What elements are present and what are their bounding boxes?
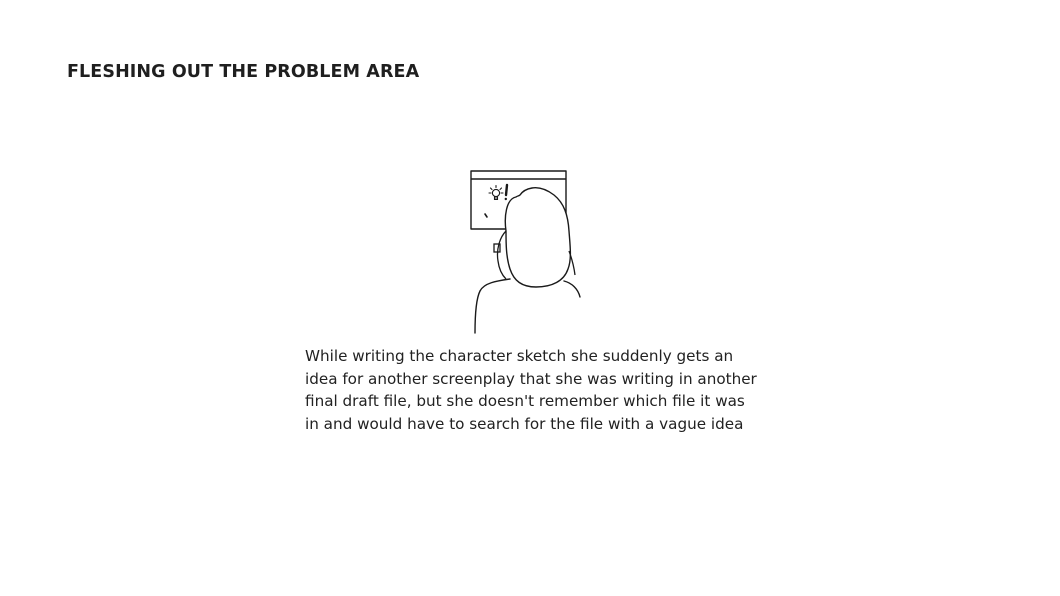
caption-line: final draft file, but she doesn't remember which file it was bbox=[305, 392, 745, 410]
hair-drawing bbox=[505, 188, 570, 287]
caption-line: idea for another screenplay that she was writing in another bbox=[305, 369, 757, 388]
caption-line: in and would have to search for the file with a vague idea bbox=[305, 414, 744, 433]
body-drawing bbox=[475, 279, 510, 333]
page-title: FLESHING OUT THE PROBLEM AREA bbox=[67, 62, 420, 82]
woman-at-computer-illustration bbox=[460, 165, 590, 337]
left-shoulder-hair bbox=[497, 231, 506, 279]
caption-line: While writing the character sketch she suddenly gets an bbox=[305, 347, 734, 365]
sketch-svg bbox=[460, 165, 590, 337]
scenario-caption bbox=[305, 345, 775, 435]
right-shoulder bbox=[564, 281, 580, 297]
